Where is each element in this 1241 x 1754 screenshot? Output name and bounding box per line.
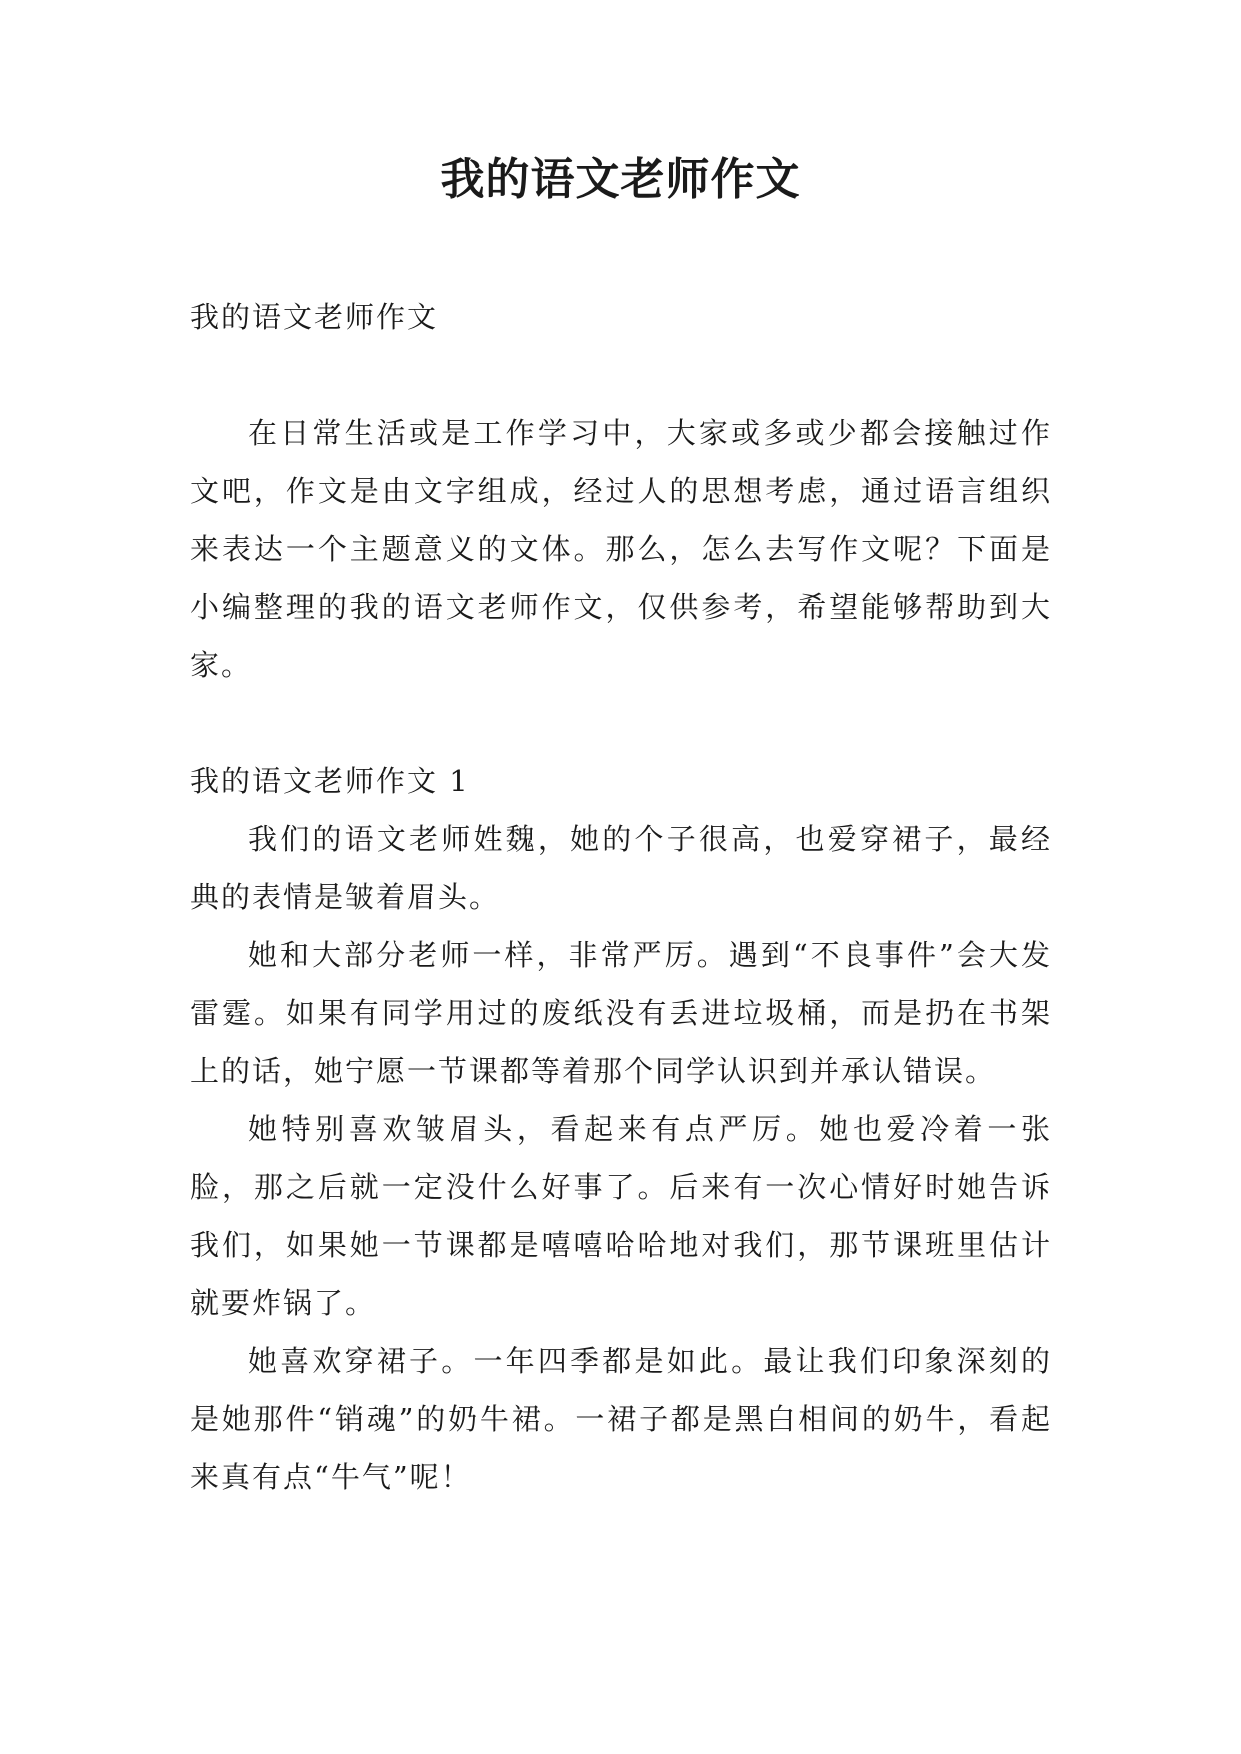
body-paragraph: 她特别喜欢皱眉头，看起来有点严厉。她也爱冷着一张脸，那之后就一定没什么好事了。后来有一次心情好时她告诉我们，如果她一节课都是嘻嘻哈哈地对我们，那节课班里估计就要炸锅了。 bbox=[190, 1112, 1052, 1320]
body-paragraph: 她喜欢穿裙子。一年四季都是如此。最让我们印象深刻的是她那件“销魂”的奶牛裙。一裙子都是黑白相间的奶牛，看起来真有点“牛气”呢！ bbox=[190, 1344, 1052, 1494]
intro-paragraph: 在日常生活或是工作学习中，大家或多或少都会接触过作文吧，作文是由文字组成，经过人的思想考虑，通过语言组织来表达一个主题意义的文体。那么，怎么去写作文呢？下面是小编整理的我的语文老师作文，仅供参考，希望能够帮助到大家。 bbox=[190, 416, 1052, 682]
body-paragraph: 我们的语文老师姓魏，她的个子很高，也爱穿裙子，最经典的表情是皱着眉头。 bbox=[190, 822, 1052, 914]
section-heading: 我的语文老师作文 1 bbox=[190, 764, 470, 798]
document-subtitle: 我的语文老师作文 bbox=[190, 300, 439, 334]
body-paragraph: 她和大部分老师一样，非常严厉。遇到“不良事件”会大发雷霆。如果有同学用过的废纸没有丢进垃圾桶，而是扔在书架上的话，她宁愿一节课都等着那个同学认识到并承认错误。 bbox=[190, 938, 1052, 1088]
document-title: 我的语文老师作文 bbox=[440, 154, 801, 205]
document-body bbox=[190, 288, 1052, 1506]
